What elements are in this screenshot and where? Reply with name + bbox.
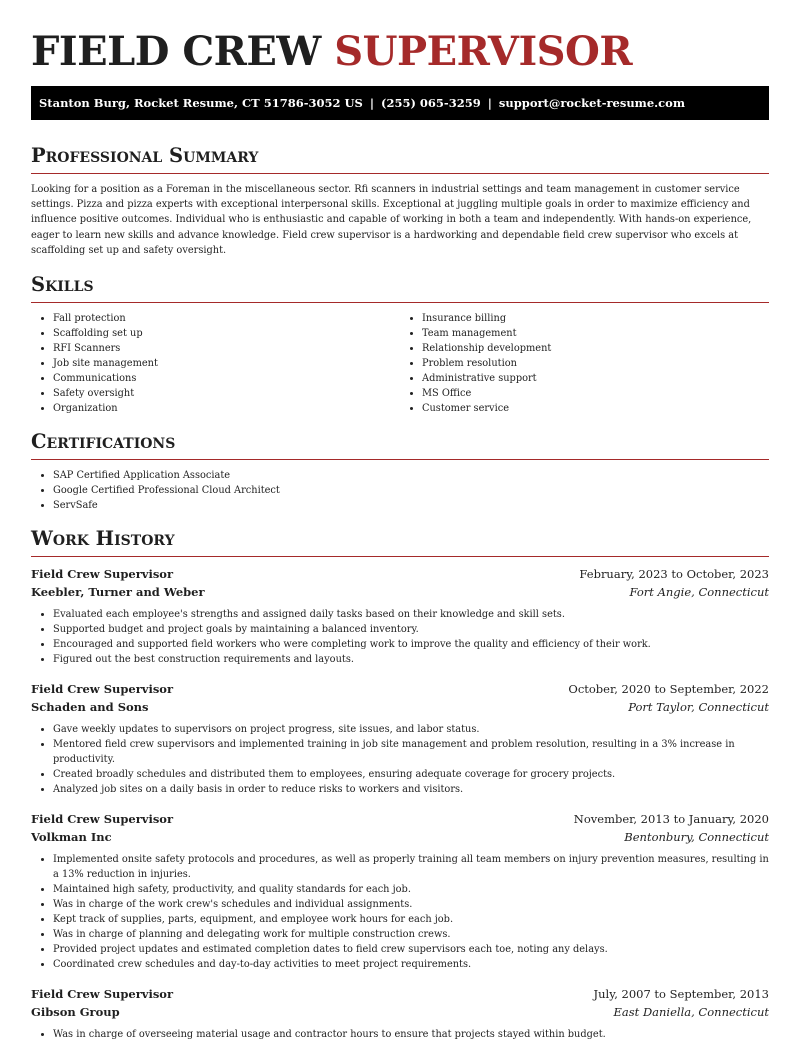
contact-email: support@rocket-resume.com xyxy=(498,96,686,110)
job-duty: • Coordinated crew schedules and day-to-day activities to meet project requirements. xyxy=(53,957,769,972)
job-header-row xyxy=(31,566,769,584)
certifications-heading: Certifications xyxy=(31,429,769,460)
resume-title xyxy=(31,0,769,75)
job-duty: • Implemented onsite safety protocols and procedures, as well as properly training all team members on injury prevention measures, resulting in a 13% reduction in injuries. xyxy=(53,852,769,882)
job-header-row xyxy=(31,811,769,829)
title-accent: SUPERVISOR xyxy=(334,28,633,75)
job-location: Bentonbury, Connecticut xyxy=(624,829,769,844)
contact-separator: | xyxy=(369,96,375,110)
contact-phone: (255) 065-3259 xyxy=(381,96,481,110)
skills-heading: Skills xyxy=(31,272,769,303)
contact-bar xyxy=(31,86,769,120)
contact-separator: | xyxy=(487,96,492,110)
skill-item: • Administrative support xyxy=(422,371,769,386)
job-duty: • Gave weekly updates to supervisors on project progress, site issues, and labor status. xyxy=(53,722,769,737)
job-duties-list xyxy=(31,607,769,667)
job-dates: February, 2023 to October, 2023 xyxy=(579,567,769,582)
summary-heading: Professional Summary xyxy=(31,143,769,174)
certification-item: • Google Certified Professional Cloud Architect xyxy=(53,483,769,498)
job-duty: • Maintained high safety, productivity, and quality standards for each job. xyxy=(53,882,769,897)
skill-item: • Fall protection xyxy=(53,311,400,326)
job-company: Keebler, Turner and Weber xyxy=(31,584,205,599)
job-duty: • Mentored field crew supervisors and implemented training in job site management and problem resolution, resulting in a 3% increase in productivity. xyxy=(53,737,769,767)
job-title: Field Crew Supervisor xyxy=(31,567,174,582)
job-entry xyxy=(31,566,769,667)
skill-item: • Job site management xyxy=(53,356,400,371)
job-entry xyxy=(31,986,769,1042)
job-title: Field Crew Supervisor xyxy=(31,812,174,827)
skill-item: • RFI Scanners xyxy=(53,341,400,356)
job-company: Schaden and Sons xyxy=(31,699,149,714)
job-duty: • Encouraged and supported field workers who were completing work to improve the quality and efficiency of their work. xyxy=(53,637,769,652)
contact-address: Stanton Burg, Rocket Resume, CT 51786-3052 US xyxy=(39,96,363,110)
job-duty: • Was in charge of overseeing material usage and contractor hours to ensure that projects stayed within budget. xyxy=(53,1027,769,1042)
job-duties-list xyxy=(31,722,769,797)
certifications-section xyxy=(31,429,769,513)
job-duty: • Analyzed job sites on a daily basis in order to reduce risks to workers and visitors. xyxy=(53,782,769,797)
skills-columns xyxy=(31,303,769,416)
job-location: East Daniella, Connecticut xyxy=(613,1004,769,1019)
skill-item: • MS Office xyxy=(422,386,769,401)
job-subheader-row xyxy=(31,584,769,602)
skill-item: • Team management xyxy=(422,326,769,341)
job-duty: • Supported budget and project goals by maintaining a balanced inventory. xyxy=(53,622,769,637)
skills-list-left xyxy=(31,311,400,416)
skill-item: • Relationship development xyxy=(422,341,769,356)
skill-item: • Problem resolution xyxy=(422,356,769,371)
job-duty: • Provided project updates and estimated completion dates to field crew supervisors each toe, noting any delays. xyxy=(53,942,769,957)
work-history-heading: Work History xyxy=(31,526,769,557)
skill-item: • Insurance billing xyxy=(422,311,769,326)
job-dates: July, 2007 to September, 2013 xyxy=(593,987,769,1002)
skill-item: • Customer service xyxy=(422,401,769,416)
summary-section xyxy=(31,143,769,258)
job-duty: • Was in charge of the work crew's schedules and individual assignments. xyxy=(53,897,769,912)
job-location: Fort Angie, Connecticut xyxy=(629,584,769,599)
job-header-row xyxy=(31,681,769,699)
job-company: Volkman Inc xyxy=(31,829,112,844)
job-entry xyxy=(31,681,769,797)
skills-list-right xyxy=(400,311,769,416)
job-duty: • Created broadly schedules and distributed them to employees, ensuring adequate coverage for grocery projects. xyxy=(53,767,769,782)
job-entry xyxy=(31,811,769,972)
skill-item: • Safety oversight xyxy=(53,386,400,401)
skills-section xyxy=(31,272,769,416)
job-duty: • Evaluated each employee's strengths and assigned daily tasks based on their knowledge and skill sets. xyxy=(53,607,769,622)
job-company: Gibson Group xyxy=(31,1004,120,1019)
certification-item: • SAP Certified Application Associate xyxy=(53,468,769,483)
job-subheader-row xyxy=(31,1004,769,1022)
skill-item: • Communications xyxy=(53,371,400,386)
job-title: Field Crew Supervisor xyxy=(31,682,174,697)
skill-item: • Organization xyxy=(53,401,400,416)
job-header-row xyxy=(31,986,769,1004)
job-duty: • Figured out the best construction requirements and layouts. xyxy=(53,652,769,667)
job-duty: • Kept track of supplies, parts, equipment, and employee work hours for each job. xyxy=(53,912,769,927)
job-title: Field Crew Supervisor xyxy=(31,987,174,1002)
title-primary: FIELD CREW xyxy=(31,28,321,75)
skill-item: • Scaffolding set up xyxy=(53,326,400,341)
job-dates: October, 2020 to September, 2022 xyxy=(568,682,769,697)
work-history-section xyxy=(31,526,769,1042)
job-location: Port Taylor, Connecticut xyxy=(628,699,769,714)
certification-item: • ServSafe xyxy=(53,498,769,513)
job-subheader-row xyxy=(31,699,769,717)
summary-text: Looking for a position as a Foreman in the miscellaneous sector. Rfi scanners in industrial settings and team management in customer service settings. Pizza and pizza experts with exceptional interpersonal skills. Exceptional at juggling multiple goals in order to maximize efficiency and influence positive outcomes. Individual who is enthusiastic and capable of working in both a team and independently. With hands-on experience, eager to learn new skills and advance knowledge. Field crew supervisor is a hardworking and dependable field crew supervisor who excels at scaffolding set up and safety oversight. xyxy=(31,184,752,256)
certifications-list xyxy=(31,468,769,513)
job-subheader-row xyxy=(31,829,769,847)
job-duty: • Was in charge of planning and delegating work for multiple construction crews. xyxy=(53,927,769,942)
job-duties-list xyxy=(31,852,769,972)
job-dates: November, 2013 to January, 2020 xyxy=(573,812,769,827)
